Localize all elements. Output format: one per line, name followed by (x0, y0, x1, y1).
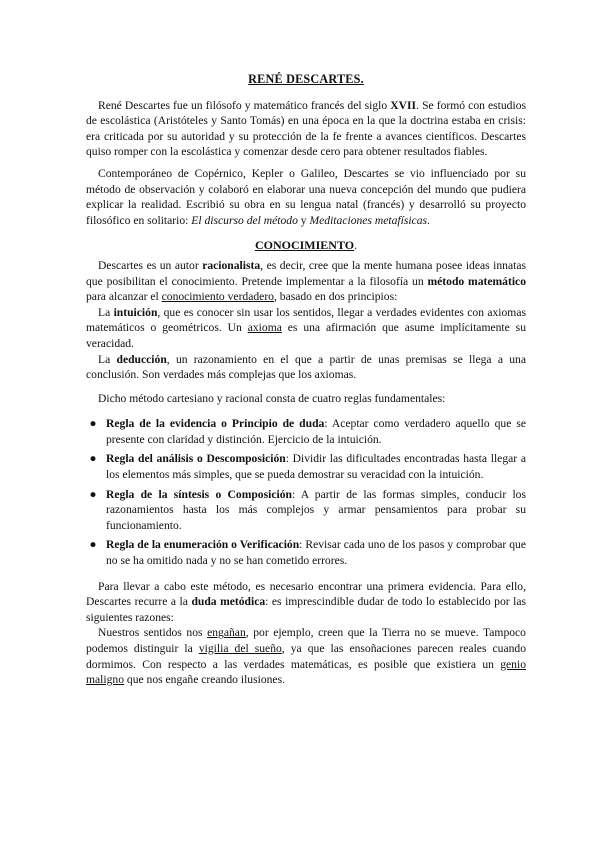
conocimiento-paragraph-intuicion (86, 305, 526, 352)
duda-metodica-paragraph (86, 579, 526, 626)
term-deduccion: deducción (116, 352, 167, 366)
rule-item-enumeracion (89, 537, 526, 568)
term-genio-maligno: genio maligno (86, 657, 526, 687)
text-run: , un razonamiento en el que a partir de unas premisas se llega a una conclusión. Son verdades más complejas que los axiomas. (86, 352, 526, 382)
rule-text: : Aceptar como verdadero aquello que se presente con claridad y distinción. Ejercicio de la intuición. (106, 417, 526, 446)
term-intuicion: intuición (113, 305, 158, 319)
conocimiento-paragraph-deduccion (86, 352, 526, 383)
text-run: es una afirmación que asume implícitamente su veracidad. (86, 321, 526, 350)
term-duda-metodica: duda metódica (191, 595, 266, 609)
section-heading-tail: . (354, 238, 358, 253)
text-run: Nuestros sentidos nos (98, 626, 208, 640)
section-heading (86, 238, 526, 254)
text-run: . (427, 213, 430, 227)
text-run: , por ejemplo, creen que la Tierra no se mueve. Tampoco podemos distinguir la (86, 626, 526, 655)
work-title-meditaciones: Meditaciones metafísicas (309, 213, 428, 227)
text-run: que nos engañe creando ilusiones. (124, 673, 285, 687)
intro-paragraph-2 (86, 166, 526, 228)
rule-text: : Revisar cada uno de los pasos y comprobar que no se ha omitido nada y no se han cometido errores. (106, 538, 526, 568)
rule-text: : Dividir las dificultades encontradas hasta llegar a los elementos más simples, que se pueda demostrar su veracidad con la intuición. (106, 452, 526, 482)
bullet-icon: ● (89, 452, 97, 466)
metodo-intro-paragraph: Dicho método cartesiano y racional consta de cuatro reglas fundamentales: (98, 391, 446, 405)
text-run: René Descartes fue un filósofo y matemático francés del siglo (98, 98, 391, 112)
rule-name: Regla del análisis o Descomposición (106, 452, 286, 466)
conocimiento-paragraph-1 (86, 258, 526, 305)
rule-text: : A partir de las formas simples, conducir los razonamientos hasta los más complejos y armar pensamientos para probar su funcionamiento. (106, 487, 526, 532)
rule-item-analisis (89, 451, 526, 482)
razones-paragraph (86, 625, 526, 687)
rule-item-sintesis (89, 487, 526, 534)
work-title-discurso: El discurso del método (191, 213, 298, 227)
text-run: y (297, 213, 310, 227)
term-racionalista: racionalista (202, 258, 261, 272)
text-run: . Se formó con estudios de escolástica (Aristóteles y Santo Tomás) en una época en la que la doctrina estaba en crisis: era criticada por su autoridad y su protección de la fe frente a avances científicos. Descartes quiso romper con la escolástica y comenzar desde cero para obtener resultados fiables. (86, 98, 526, 159)
text-run: La (98, 305, 114, 319)
bullet-icon: ● (89, 417, 97, 431)
bullet-icon: ● (89, 538, 97, 552)
text-run: Para llevar a cabo este método, es necesario encontrar una primera evidencia. Para ello, Descartes recurre a la (86, 579, 526, 609)
text-run: , ya que las ensoñaciones parecen reales cuando dormimos. Con respecto a las verdades matemáticas, es posible que existiera un (86, 642, 526, 671)
rule-name: Regla de la enumeración o Verificación (106, 538, 300, 552)
bullet-icon: ● (89, 487, 97, 501)
text-run: Contemporáneo de Copérnico, Kepler o Galileo, Descartes se vio influenciado por su método de observación y colaboró en elaborar una nueva concepción del mundo que pudiera explicar la realidad. Escribió su obra en su lengua natal (francés) y desarrolló su proyecto filosófico en solitario: (86, 166, 526, 227)
text-run: , es decir, cree que la mente humana posee ideas innatas que posibilitan el conocimiento. Pretende implementar a la filosofía un (86, 258, 526, 288)
document-title: RENÉ DESCARTES. (248, 72, 364, 86)
text-run: Descartes es un autor (98, 258, 203, 272)
rule-name: Regla de la evidencia o Principio de duda (106, 417, 325, 431)
rules-list (86, 416, 526, 568)
intro-paragraph-1 (86, 98, 526, 160)
term-enganan: engañan (207, 626, 246, 640)
rule-name: Regla de la síntesis o Composición (106, 487, 292, 501)
term-axioma: axioma (247, 321, 282, 335)
text-run: La (98, 352, 117, 366)
term-conocimiento-verdadero: conocimiento verdadero (161, 290, 274, 304)
section-heading-text: CONOCIMIENTO (254, 238, 355, 253)
text-run: , que es conocer sin usar los sentidos, llegar a verdades evidentes con axiomas matemáticos o geométricos. Un (86, 305, 526, 335)
rule-item-evidencia (89, 416, 526, 447)
text-run: para alcanzar el (86, 290, 162, 304)
century-bold: XVII (390, 98, 417, 112)
term-vigilia-del-sueno: vigilia del sueño (198, 642, 282, 655)
text-run: , basado en dos principios: (273, 290, 398, 304)
text-run: : es imprescindible dudar de todo lo establecido por las siguientes razones: (86, 595, 526, 624)
term-metodo-matematico: método matemático (427, 274, 526, 288)
